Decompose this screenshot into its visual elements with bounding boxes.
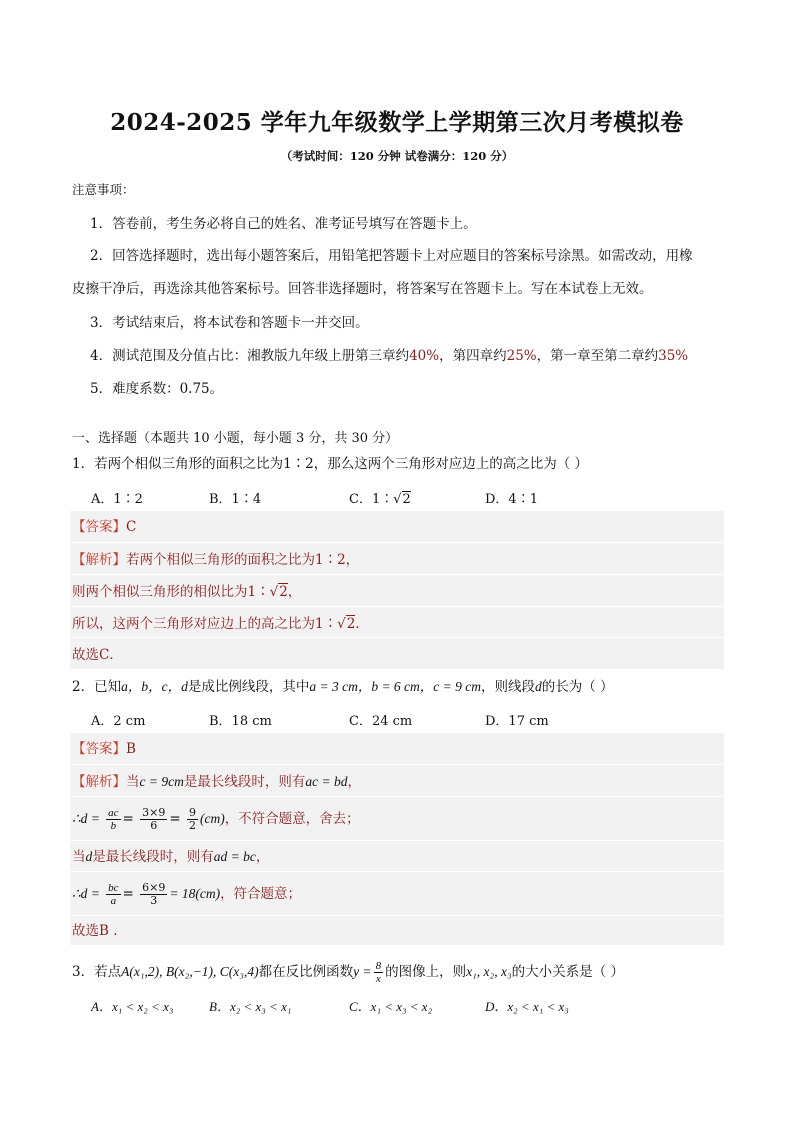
q2-fraction-4-num: bc	[108, 882, 119, 894]
q2-stem-vars: a，b，c，d	[121, 679, 188, 694]
q3-stem-text-2: 都在反比例函数	[258, 964, 354, 980]
q2-fraction-1-num: ac	[108, 807, 119, 819]
notice-item-4-text: 4．测试范围及分值占比：湘教版九年级上册第三章约	[90, 348, 410, 364]
q1-solution-panel	[70, 511, 724, 669]
answer-tag: 【答案】	[72, 741, 126, 757]
analysis-tag: 【解析】	[72, 774, 126, 790]
q2-analysis-line-5: 故选B .	[72, 923, 118, 939]
q2-analysis-line-2: ∴d = $\frac{ac}{b}$ = $\frac{3\times 9}{6}$ = $\frac{9}{2}$ (cm)，不符合题意，舍去；	[72, 806, 360, 832]
q3-function-fraction	[374, 960, 384, 985]
q1-analysis-text-3: 所以，这两个三角形对应边上的高之比为1∶	[72, 616, 338, 632]
q2-stem-text-3: ，则线段	[481, 679, 536, 695]
q2-fraction-5-den: 3	[150, 894, 158, 907]
section-heading: 一、选择题（本题共 10 小题，每小题 3 分，共 30 分）	[72, 431, 399, 446]
q2-analysis-text-1c: ，	[347, 774, 361, 790]
q2-analysis-line-1	[72, 772, 361, 792]
q3-fraction-den: x	[375, 973, 381, 985]
notice-item-4-text-3: ，第一章至第二章约	[536, 348, 659, 364]
q3-vars: x₁, x₂, x₃	[466, 964, 512, 979]
q2-fraction-5-num: 6×9	[142, 881, 166, 894]
q2-fraction-1	[106, 807, 120, 832]
q2-analysis-math-3b: ad = bc	[213, 849, 256, 864]
q2-analysis-math-3a: d	[85, 849, 93, 864]
q1-analysis-text-2: 则两个相似三角形的相似比为1∶	[72, 584, 270, 600]
q1-analysis-radicand-3: 2	[346, 616, 356, 632]
q2-analysis-text-4: ，符合题意；	[220, 886, 302, 902]
q3-option-c: C．x₁ < x₃ < x₂	[349, 999, 433, 1014]
q2-analysis-text-3c: ，	[255, 849, 270, 865]
q2-formula-lhs: ∴d =	[72, 811, 100, 826]
q1-analysis-punct-2: ，	[287, 584, 302, 600]
q1-analysis-text-1: 若两个相似三角形的面积之比为1∶2，	[126, 552, 360, 568]
q2-analysis-text-3b: 是最长线段时，则有	[92, 849, 214, 865]
q2-answer-value: B	[126, 741, 136, 757]
q2-result: = 18(cm)	[169, 886, 221, 901]
q2-analysis-text-3a: 当	[72, 849, 86, 865]
q3-stem-text-3: 的图像上，则	[385, 964, 467, 980]
notice-item-4-text-2: ，第四章约	[439, 348, 507, 364]
notice-item-5: 5．难度系数：0.75。	[90, 381, 224, 397]
notice-item-3: 3．考试结束后，将本试卷和答题卡一并交回。	[90, 315, 369, 331]
q2-option-b: B．18 cm	[209, 714, 272, 729]
q1-option-c-radicand: 2	[402, 492, 411, 507]
q2-fraction-3-num: 9	[188, 806, 196, 819]
q2-analysis-line-4: ∴d = $\frac{bc}{a}$ = $\frac{6\times 9}{3}$ = 18(cm)，符合题意；	[72, 881, 302, 907]
q2-analysis-text-1b: 是最长线段时，则有	[183, 774, 306, 790]
q2-option-c: C．24 cm	[349, 714, 413, 729]
q1-analysis-line-4: 故选C．	[72, 647, 123, 663]
q2-fraction-2-den: 6	[150, 819, 158, 832]
q2-option-d: D．17 cm	[485, 714, 549, 729]
q1-answer	[72, 517, 136, 537]
q1-answer-value: C	[126, 519, 137, 535]
notice-item-2-cont: 皮擦干净后，再选涂其他答案标号。回答非选择题时，将答案写在答题卡上。写在本试卷上无效。	[72, 281, 653, 297]
q2-stem-text-4: 的长为（ ）	[541, 679, 614, 695]
q2-fraction-2	[140, 807, 167, 832]
q2-fraction-2-num: 3×9	[142, 806, 166, 819]
q2-stem-values: a = 3 cm，b = 6 cm，c = 9 cm	[309, 679, 482, 694]
q1-analysis-line-3: 所以，这两个三角形对应边上的高之比为1∶√2.	[72, 616, 360, 632]
percent-ch1-2: 35%	[658, 348, 689, 364]
percent-ch4: 25%	[506, 348, 537, 364]
question-1-stem: 1．若两个相似三角形的面积之比为1∶2，那么这两个三角形对应边上的高之比为（ ）	[72, 456, 589, 472]
q1-analysis-radicand-2: 2	[279, 584, 288, 600]
q3-option-b: B．x₂ < x₃ < x₁	[209, 999, 292, 1014]
q1-option-c-text: C．1∶	[349, 492, 394, 507]
notice-item-4	[90, 346, 688, 366]
question-2-stem	[72, 677, 614, 697]
q2-fraction-4-den: a	[110, 895, 117, 907]
percent-ch3: 40%	[409, 348, 440, 364]
q2-fraction-3	[187, 807, 198, 832]
q2-stem-d: d	[535, 679, 542, 694]
q3-function-lhs: y =	[353, 964, 372, 979]
analysis-tag: 【解析】	[72, 552, 126, 568]
q1-option-a: A．1∶2	[91, 492, 143, 507]
q3-option-d: D．x₂ < x₁ < x₃	[485, 999, 569, 1014]
q2-analysis-math-1b: ac = bd	[305, 774, 348, 789]
q2-stem-text-2: 是成比例线段，其中	[187, 679, 310, 695]
q2-analysis-text-1a: 当	[126, 774, 140, 790]
q2-analysis-math-1a: c = 9cm	[139, 774, 184, 789]
q3-stem-text-1: 3．若点	[72, 964, 122, 980]
q1-option-b: B．1∶4	[209, 492, 262, 507]
notice-item-2: 2．回答选择题时，选出每小题答案后，用铅笔把答题卡上对应题目的答案标号涂黑。如需改动，用橡	[90, 248, 693, 264]
q2-unit: (cm)	[199, 811, 225, 826]
q3-points: A(x₁,2), B(x₂,−1), C(x₃,4)	[121, 964, 259, 979]
page-title: 2024-2025 学年九年级数学上学期第三次月考模拟卷	[110, 109, 684, 136]
notice-item-1: 1．答卷前，考生务必将自己的姓名、准考证号填写在答题卡上。	[90, 216, 477, 232]
q2-solution-panel	[70, 733, 724, 945]
q2-stem-text-1: 2．已知	[72, 679, 122, 695]
q2-analysis-line-3	[72, 847, 269, 867]
q1-option-d: D．4∶1	[485, 492, 538, 507]
q2-answer	[72, 739, 136, 759]
q2-fraction-3-den: 2	[188, 819, 196, 832]
q3-fraction-num: 8	[375, 960, 382, 972]
q1-analysis-line-1	[72, 550, 359, 570]
q1-analysis-punct-3: .	[355, 616, 360, 632]
q2-fraction-5	[140, 882, 167, 907]
q2-formula-lhs-2: ∴d =	[72, 886, 100, 901]
q1-analysis-line-2: 则两个相似三角形的相似比为1∶√2，	[72, 584, 302, 600]
q2-analysis-text-2: ，不符合题意，舍去；	[224, 811, 360, 827]
q2-fraction-4	[106, 882, 120, 907]
exam-info: （考试时间：120 分钟 试卷满分：120 分）	[280, 149, 514, 163]
q2-fraction-1-den: b	[110, 820, 117, 832]
q3-stem-text-4: 的大小关系是（ ）	[511, 964, 624, 980]
q1-option-c: C．1∶√2	[349, 492, 411, 507]
notice-heading: 注意事项：	[72, 182, 135, 197]
answer-tag: 【答案】	[72, 519, 126, 535]
question-3-stem	[72, 960, 624, 985]
q2-option-a: A．2 cm	[91, 714, 146, 729]
q3-option-a: A．x₁ < x₂ < x₃	[91, 999, 174, 1014]
